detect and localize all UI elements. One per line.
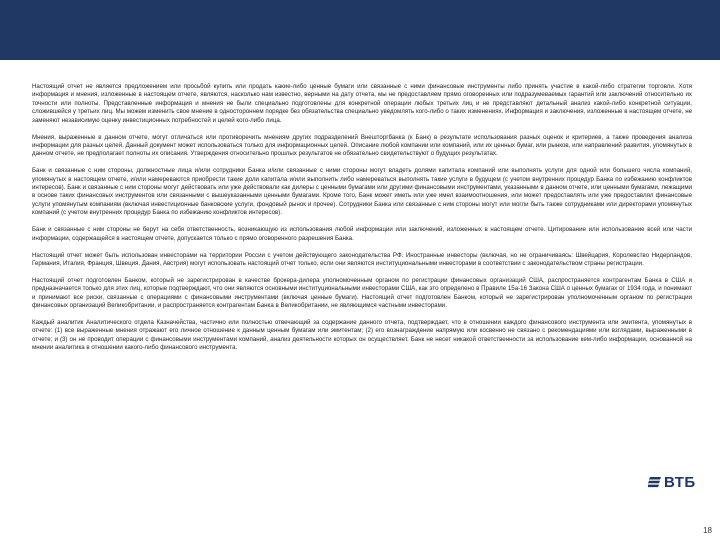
vtb-logo-text: ВТБ [664,473,696,491]
disclaimer-paragraph: Мнения, выраженные в данном отчете, могут отличаться или противоречить мнениям других подразделений Внешторгбанка (к Банк) в результате использования разных оценок и критериев, а также проведения анализа информации для разных целей. Данный документ может использоваться только для информационных целей. Описание любой компании или компаний, или их ценных бумаг, или рынков, или направлений развития, упомянутых в данном отчете, не предполагает полноты их описания. Утверждения относительно прошлых результатов не обязательно свидетельствуют о будущих результатах. [32,133,692,158]
disclaimer-body [32,83,692,361]
disclaimer-paragraph: Банк и связанные с ним стороны, должностные лица и/или сотрудники Банка и/или связанные с ними стороны могут владеть долями капитала компаний или выполнять услуги для одной или большего числа компаний, упомянутых в настоящем отчете, и/или намереваются приобрести такие доли капитала и/или выполнить либо намереваться выполнять такие услуги в будущем (с учетом внутренних процедур Банка по избежанию конфликтов интересов). Банк и связанные с ним стороны могут действовать или уже действовали как дилеры с ценными бумагами или другими финансовыми инструментами, указанными в данном отчете, или ценными бумагами, лежащими в основе таких финансовых инструментов или связанными с вышеуказанными ценными бумагами. Кроме того, Банк может иметь или уже имел взаимоотношения, или может предоставлять или уже предоставлял финансовые услуги упомянутым компаниям (включая инвестиционные банковские услуги, фондовый рынок и прочее). Сотрудники Банка или связанные с ним стороны могут или могли быть также сотрудниками или директорами упомянутых компаний (с учетом внутренних процедур Банка по избежанию конфликтов интересов). [32,167,692,217]
disclaimer-paragraph: Настоящий отчет подготовлен Банком, который не зарегистрирован в качестве брокера-дилера уполномоченным органом по регистрации финансовых организаций США, распространяется контрагентам Банка в США и предназначается только для этих лиц, которые подтверждают, что они являются основными институциональными инвесторами США, как это определено в Правиле 15а-16 Закона США о ценных бумагах от 1934 года, и понимают и принимают все риски, связанные с операциями с финансовыми инструментами (включая ценные бумаги). Настоящий отчет подготовлен Банком, который не зарегистрирован уполномоченным органом по регистрации финансовых организаций Великобритании, и распространяется контрагентам Банка в Великобритании, не являющимся частными инвесторами. [32,276,692,310]
disclaimer-paragraph: Банк и связанные с ним стороны не берут на себя ответственность, возникающую из использования любой информации или заключений, изложенных в настоящем отчете. Цитирование или использование всей или части информации, содержащейся в настоящем отчете, допускается только с прямо оговоренного разрешения Банка. [32,226,692,242]
vtb-stripes-icon [648,475,662,489]
page-number: 18 [703,526,712,535]
vtb-logo [648,470,700,494]
disclaimer-paragraph: Каждый аналитик Аналитического отдела Казначейства, частично или полностью отвечающий за содержание данного отчета, подтверждает, что в отношении каждого финансового инструмента или эмитента, упомянутых в отчете: (1) все выраженные мнения отражают его личное отношение к данным ценным бумагам или эмитентам; (2) его вознаграждение напрямую или косвенно не связано с рекомендациями или взглядами, выраженными в отчете; и (3) он не проводит операции с финансовыми инструментами компаний, анализ деятельности которых он осуществляет. Банк не несет никакой ответственности за использование кем-либо информации, основанной на мнении аналитика в отношении какого-либо финансового инструмента. [32,318,692,352]
header-band [0,0,720,60]
disclaimer-paragraph: Настоящий отчет может быть использован инвесторами на территории России с учетом действующего законодательства РФ. Иностранные инвесторы (включая, но не ограничиваясь: Швейцария, Королевство Нидерландов, Германия, Италия, Франция, Швеция, Дания, Австрия) могут использовать настоящий отчет только, если они являются институциональными инвесторами в соответствии с законодательством страны регистрации. [32,251,692,267]
disclaimer-paragraph: Настоящий отчет не является предложением или просьбой купить или продать какие-либо ценные бумаги или связанные с ними финансовые инструменты либо принять участие в какой-либо стратегии торговли. Хотя информация и мнения, изложенные в настоящем отчете, являются, насколько нам известно, верными на дату отчета, мы не предоставляем прямо оговоренных или подразумеваемых гарантий или заключений относительно их точности или полноты. Представленные информация и мнения не были специально подготовлены для конкретной операции любых третьих лиц и не представляют детальный анализ какой-либо конкретной ситуации, сложившейся у третьих лиц. Мы можем изменить свое мнение в одностороннем порядке без обязательства специально уведомлять кого-либо о таких изменениях. Информация и заключения, изложенные в настоящем отчете, не заменяют независимую оценку инвестиционных потребностей и целей кого-либо лица. [32,83,692,124]
